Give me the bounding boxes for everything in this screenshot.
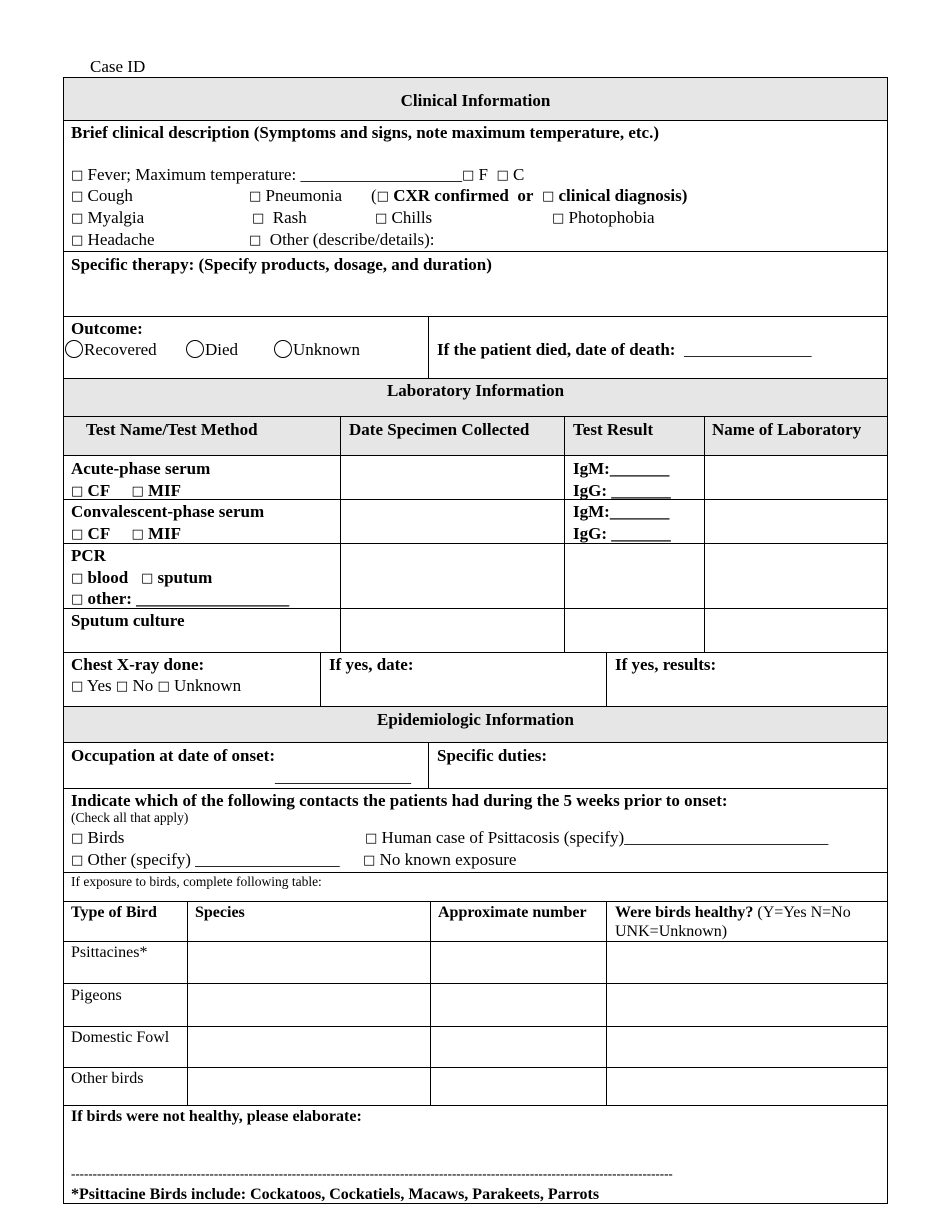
temperature-field[interactable]: ___________________	[300, 165, 462, 184]
exposure-table-note: If exposure to birds, complete following table:	[71, 874, 322, 889]
xray-label: Chest X-ray done:	[71, 655, 205, 674]
sputum-culture-label: Sputum culture	[71, 611, 185, 630]
chills-label: Chills	[391, 208, 433, 227]
check-all-note: (Check all that apply)	[71, 810, 189, 825]
col-species: Species	[195, 904, 245, 921]
pcr-blood-checkbox[interactable]: □	[71, 571, 84, 586]
rash-checkbox[interactable]: □	[252, 211, 265, 226]
pcr-blood-label: blood	[87, 568, 129, 587]
birds-checkbox[interactable]: □	[71, 831, 84, 846]
no-exposure-checkbox[interactable]: □	[363, 853, 376, 868]
pneumonia-checkbox[interactable]: □	[249, 189, 262, 204]
cxr-checkbox[interactable]: □	[376, 189, 389, 204]
fever-row	[71, 164, 524, 185]
birds-label: Birds	[87, 828, 125, 847]
convalescent-methods	[71, 523, 181, 544]
death-date-label: If the patient died, date of death:	[437, 340, 676, 359]
xray-no-checkbox[interactable]: □	[115, 679, 129, 694]
other-symptom-label: Other (describe/details):	[269, 230, 435, 249]
death-date-row	[437, 339, 811, 360]
col-birds-healthy	[615, 903, 851, 923]
outcome-recovered[interactable]	[65, 339, 157, 360]
contacts-label: Indicate which of the following contacts the patients had during the 5 weeks prior to onset:	[71, 791, 728, 810]
acute-mif-checkbox[interactable]: □	[131, 484, 144, 499]
case-id-label: Case ID	[90, 57, 146, 76]
died-radio[interactable]	[186, 340, 204, 358]
acute-mif-label: MIF	[148, 481, 182, 500]
therapy-label: Specific therapy: (Specify products, dosage, and duration)	[71, 255, 492, 274]
conv-cf-label: CF	[87, 524, 111, 543]
human-case-field[interactable]: Human case of Psittacosis (specify)________________________	[381, 828, 829, 847]
pcr-other-field[interactable]: other: __________________	[87, 589, 290, 608]
acute-igm[interactable]: IgM:_______	[573, 459, 670, 478]
unknown-radio[interactable]	[274, 340, 292, 358]
cough-option	[71, 185, 133, 206]
rash-label: Rash	[272, 208, 307, 227]
fever-label: Fever; Maximum temperature:	[87, 165, 297, 184]
separator-dashes: -------------------------------------------------------------------------------------------------------------------------------------------	[71, 1166, 673, 1181]
photophobia-option	[552, 207, 655, 228]
unit-c-label: C	[513, 165, 525, 184]
xray-yes-checkbox[interactable]: □	[71, 679, 84, 694]
bird-row-pigeons: Pigeons	[71, 987, 122, 1004]
epi-title: Epidemiologic Information	[377, 710, 574, 729]
acute-serum-label: Acute-phase serum	[71, 459, 211, 478]
pneumonia-label: Pneumonia	[265, 186, 343, 205]
recovered-radio[interactable]	[65, 340, 83, 358]
conv-igm[interactable]: IgM:_______	[573, 502, 670, 521]
col-birds-healthy-key1: (Y=Yes N=No	[757, 904, 851, 921]
myalgia-label: Myalgia	[87, 208, 145, 227]
xray-unknown-checkbox[interactable]: □	[157, 679, 170, 694]
chills-checkbox[interactable]: □	[375, 211, 388, 226]
pcr-sputum-label: sputum	[157, 568, 213, 587]
cough-label: Cough	[87, 186, 133, 205]
other-contact-checkbox[interactable]: □	[71, 853, 84, 868]
pcr-other-checkbox[interactable]: □	[71, 592, 84, 607]
unit-c-checkbox[interactable]: □	[496, 168, 509, 183]
conv-mif-checkbox[interactable]: □	[131, 527, 144, 542]
unit-f-label: F	[478, 165, 488, 184]
outcome-unknown[interactable]	[274, 339, 360, 360]
pcr-specimens	[71, 567, 212, 588]
col-birds-healthy-key2: UNK=Unknown)	[615, 923, 728, 940]
col-test-result: Test Result	[573, 420, 654, 439]
pcr-other	[71, 588, 289, 609]
unknown-label: Unknown	[293, 340, 361, 359]
clinical-diagnosis-checkbox[interactable]: □	[541, 189, 555, 204]
headache-label: Headache	[87, 230, 155, 249]
outcome-died[interactable]	[186, 339, 238, 360]
headache-checkbox[interactable]: □	[71, 233, 84, 248]
convalescent-serum-label: Convalescent-phase serum	[71, 502, 265, 521]
lab-title: Laboratory Information	[386, 381, 565, 400]
col-type-of-bird: Type of Bird	[71, 904, 157, 921]
col-birds-healthy-title: Were birds healthy?	[615, 904, 754, 921]
xray-yes-label: Yes	[86, 676, 112, 695]
headache-option	[71, 229, 155, 250]
rash-option	[252, 207, 307, 228]
photophobia-checkbox[interactable]: □	[552, 211, 565, 226]
cxr-confirmed-label: CXR confirmed	[393, 186, 509, 205]
occupation-field[interactable]: ________________	[275, 767, 411, 786]
other-symptom-option	[249, 229, 435, 250]
other-contact-option	[71, 849, 340, 870]
xray-unknown-label: Unknown	[174, 676, 242, 695]
clinical-title: Clinical Information	[400, 91, 551, 110]
myalgia-option	[71, 207, 144, 228]
no-exposure-label: No known exposure	[379, 850, 517, 869]
col-lab-name: Name of Laboratory	[712, 420, 862, 439]
or-label: or	[517, 186, 534, 205]
no-exposure-option	[363, 849, 516, 870]
col-approx-number: Approximate number	[438, 904, 587, 921]
specific-duties-label: Specific duties:	[437, 746, 548, 765]
cough-checkbox[interactable]: □	[71, 189, 84, 204]
unit-f-checkbox[interactable]: □	[461, 168, 475, 183]
cxr-open-paren: (	[371, 186, 377, 205]
bird-row-domestic-fowl: Domestic Fowl	[71, 1029, 170, 1046]
birds-option	[71, 827, 124, 848]
acute-cf-label: CF	[87, 481, 111, 500]
conv-mif-label: MIF	[148, 524, 182, 543]
xray-date-label: If yes, date:	[329, 655, 414, 674]
myalgia-checkbox[interactable]: □	[71, 211, 84, 226]
acute-igg[interactable]: IgG: _______	[573, 481, 671, 500]
xray-options	[71, 675, 241, 696]
pcr-sputum-checkbox[interactable]: □	[140, 571, 154, 586]
acute-methods	[71, 480, 181, 501]
pneumonia-option	[249, 185, 342, 206]
conv-cf-checkbox[interactable]: □	[71, 527, 84, 542]
recovered-label: Recovered	[84, 340, 157, 359]
human-case-option	[365, 827, 828, 848]
conv-igg[interactable]: IgG: _______	[573, 524, 671, 543]
other-contact-field[interactable]: Other (specify) _________________	[87, 850, 340, 869]
psittacine-footnote: *Psittacine Birds include: Cockatoos, Cockatiels, Macaws, Parakeets, Parrots	[71, 1186, 600, 1203]
acute-cf-checkbox[interactable]: □	[71, 484, 84, 499]
not-healthy-label: If birds were not healthy, please elaborate:	[71, 1108, 362, 1125]
human-case-checkbox[interactable]: □	[365, 831, 378, 846]
brief-clinical-label: Brief clinical description (Symptoms and signs, note maximum temperature, etc.)	[71, 123, 660, 142]
col-test-name: Test Name/Test Method	[86, 420, 258, 439]
other-symptom-checkbox[interactable]: □	[249, 233, 262, 248]
col-date-collected: Date Specimen Collected	[349, 420, 530, 439]
cxr-options	[371, 185, 687, 206]
died-label: Died	[205, 340, 239, 359]
bird-row-other: Other birds	[71, 1070, 144, 1087]
clinical-diagnosis-label: clinical diagnosis)	[558, 186, 688, 205]
photophobia-label: Photophobia	[568, 208, 655, 227]
outcome-label: Outcome:	[71, 319, 143, 338]
fever-checkbox[interactable]: □	[71, 168, 84, 183]
xray-results-label: If yes, results:	[615, 655, 717, 674]
chills-option	[375, 207, 432, 228]
pcr-label: PCR	[71, 546, 106, 565]
occupation-label: Occupation at date of onset:	[71, 746, 275, 765]
bird-row-psittacines: Psittacines*	[71, 944, 148, 961]
death-date-field[interactable]: _______________	[683, 340, 812, 359]
xray-no-label: No	[132, 676, 154, 695]
